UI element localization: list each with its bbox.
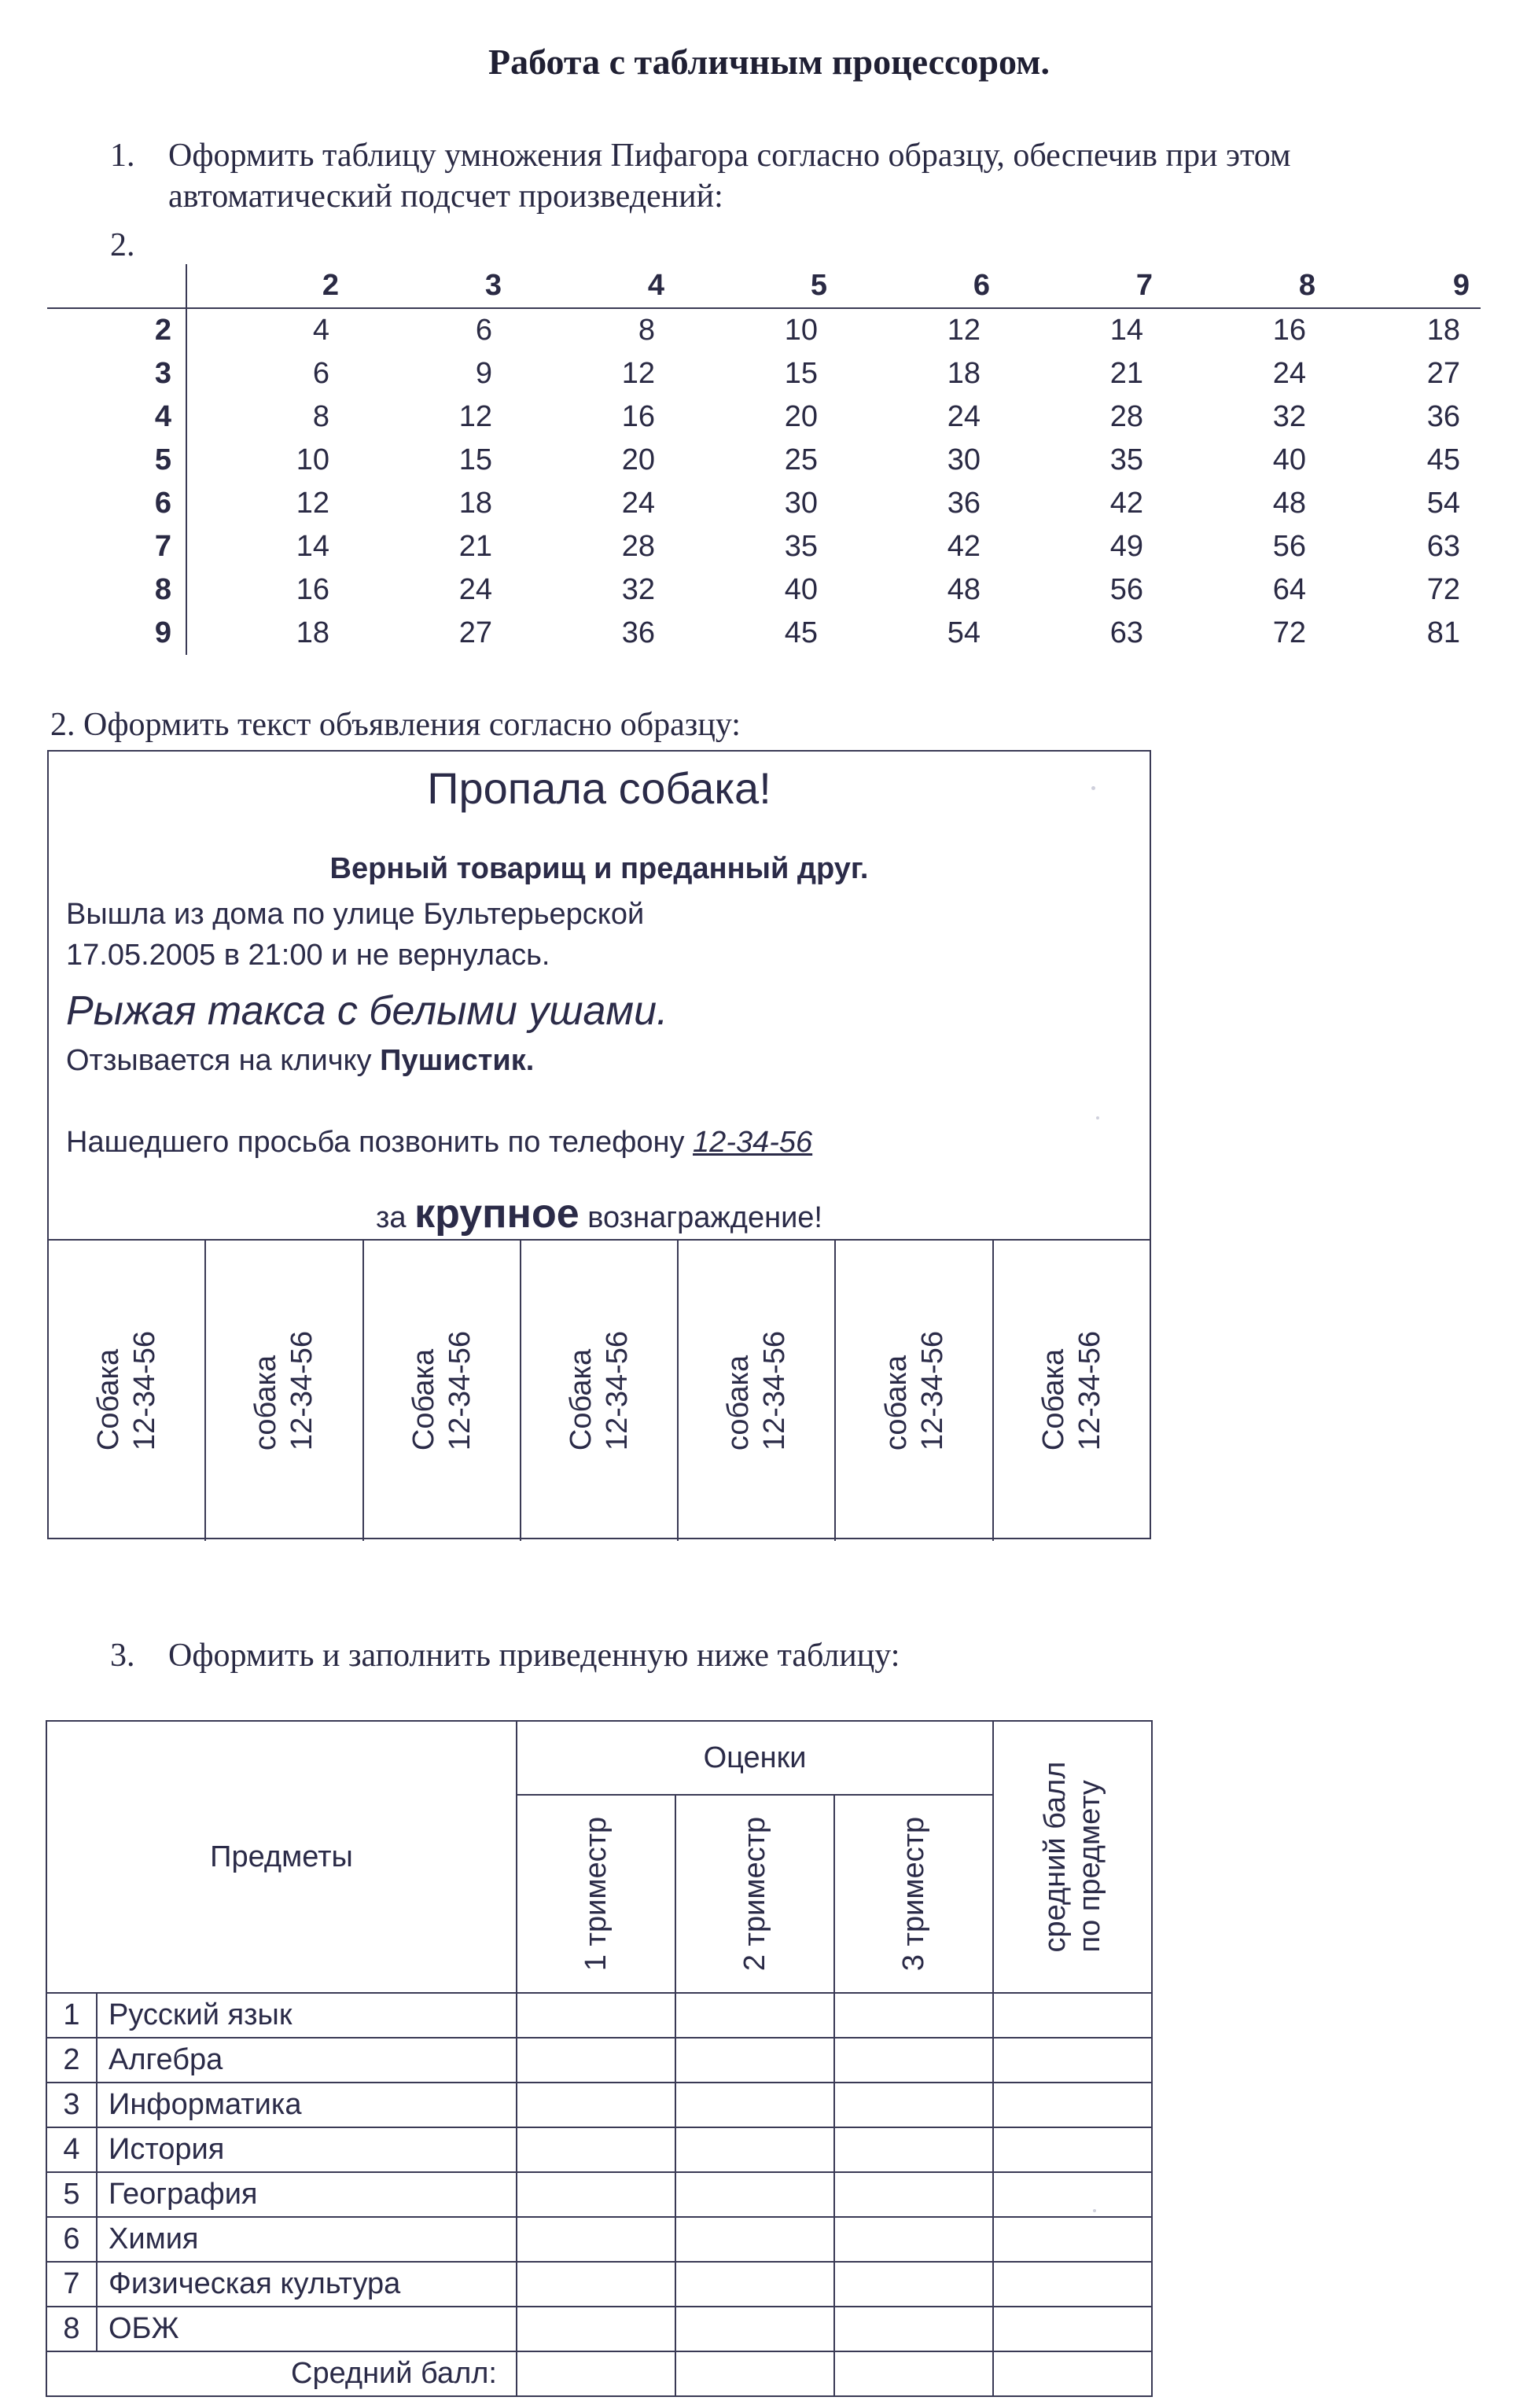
subject-number: 8 [46, 2307, 97, 2351]
tear-off-tab-text [1036, 1331, 1108, 1450]
mult-cell: 18 [296, 616, 329, 649]
page-title: Работа с табличным процессором. [488, 42, 1050, 82]
mult-cell: 12 [621, 357, 655, 390]
mult-cell: 27 [458, 616, 492, 649]
tear-off-tab-phone: 12-34-56 [128, 1330, 162, 1451]
mult-row [47, 308, 1481, 352]
mult-row-header: 4 [47, 395, 186, 439]
advert-text-1: Вышла из дома по улице Бультерьерской [66, 898, 645, 931]
table-row [46, 2127, 1152, 2172]
subject-number: 5 [46, 2172, 97, 2217]
grade-cell[interactable] [517, 2307, 675, 2351]
table-row [46, 2307, 1152, 2351]
avg-cell[interactable] [993, 2172, 1152, 2217]
tear-off-tab-phone: 12-34-56 [443, 1330, 476, 1451]
subject-number: 1 [46, 1993, 97, 2038]
mult-cell: 40 [1272, 443, 1306, 476]
grade-cell[interactable] [834, 2172, 993, 2217]
avg-header-line-2: по предмету [1073, 1780, 1106, 1953]
tear-off-tab-text [90, 1331, 163, 1450]
mult-cell: 48 [1272, 487, 1306, 520]
table-row [46, 2262, 1152, 2307]
advert-subtitle: Верный товарищ и преданный друг. [329, 852, 869, 885]
advert-tear-off-tabs [49, 1239, 1150, 1541]
footer-avg-cell[interactable] [993, 2351, 1152, 2396]
mult-cell: 18 [458, 487, 492, 520]
tear-off-tab [679, 1241, 836, 1541]
advert-nick-prefix: Отзывается на кличку [66, 1044, 381, 1077]
grade-cell[interactable] [517, 1993, 675, 2038]
subject-number: 3 [46, 2083, 97, 2127]
mult-cell: 28 [1109, 400, 1143, 433]
mult-cell: 32 [621, 573, 655, 606]
grade-cell[interactable] [675, 2083, 834, 2127]
mult-cell: 8 [312, 400, 329, 433]
grade-cell[interactable] [834, 2262, 993, 2307]
advert-description: Рыжая такса с белыми ушами. [66, 988, 668, 1034]
mult-cell: 54 [947, 616, 981, 649]
mult-col-header: 9 [1326, 264, 1481, 308]
mult-cell: 42 [947, 530, 981, 563]
subject-name: Физическая культура [97, 2262, 517, 2307]
mult-cell: 12 [458, 400, 492, 433]
tear-off-tab-word: собака [879, 1355, 913, 1451]
mult-cell: 14 [296, 530, 329, 563]
subject-number: 4 [46, 2127, 97, 2172]
mult-col-header: 8 [1164, 264, 1326, 308]
mult-col-header: 5 [675, 264, 838, 308]
mult-cell: 35 [784, 530, 818, 563]
mult-cell: 54 [1426, 487, 1460, 520]
tear-off-tab [206, 1241, 363, 1541]
scan-speck [1096, 1116, 1099, 1119]
tear-off-tab-word: Собака [564, 1348, 598, 1451]
mult-row-header: 3 [47, 352, 186, 395]
tear-off-tab-text [248, 1331, 320, 1450]
tear-off-tab-word: Собака [407, 1348, 440, 1451]
mult-cell: 16 [1272, 314, 1306, 347]
footer-label: Средний балл: [46, 2351, 517, 2396]
advert-nick: Пушистик. [380, 1044, 535, 1077]
avg-header-cell [993, 1721, 1152, 1993]
term-header-cell [834, 1795, 993, 1993]
task3-number: 3. [110, 1638, 135, 1674]
grade-cell[interactable] [834, 2217, 993, 2262]
tear-off-tab-phone: 12-34-56 [285, 1330, 319, 1451]
mult-cell: 72 [1426, 573, 1460, 606]
grades-header: Оценки [517, 1721, 993, 1795]
scan-speck [1091, 786, 1095, 790]
mult-cell: 63 [1109, 616, 1143, 649]
mult-cell: 12 [947, 314, 981, 347]
avg-cell[interactable] [993, 1993, 1152, 2038]
grade-cell[interactable] [834, 2307, 993, 2351]
mult-cell: 4 [312, 314, 329, 347]
mult-cell: 27 [1426, 357, 1460, 390]
grade-cell[interactable] [517, 2172, 675, 2217]
mult-col-header: 3 [350, 264, 513, 308]
grade-cell[interactable] [517, 2127, 675, 2172]
advert-phone-prefix: Нашедшего просьба позвонить по телефону [66, 1126, 694, 1159]
grade-cell[interactable] [675, 2127, 834, 2172]
mult-row [47, 525, 1481, 568]
tear-off-tab [994, 1241, 1150, 1541]
advert-text-2: 17.05.2005 в 21:00 и не вернулась. [66, 939, 550, 972]
table-row [46, 2217, 1152, 2262]
advert-reward-suffix: вознаграждение! [579, 1201, 822, 1234]
tear-off-tab [49, 1241, 206, 1541]
grade-cell[interactable] [517, 2217, 675, 2262]
mult-cell: 6 [475, 314, 492, 347]
tear-off-tab-word: Собака [92, 1348, 126, 1451]
tear-off-tab-word: собака [249, 1355, 283, 1451]
subject-name: Русский язык [97, 1993, 517, 2038]
mult-cell: 35 [1109, 443, 1143, 476]
tear-off-tab-phone: 12-34-56 [915, 1330, 949, 1451]
mult-cell: 81 [1426, 616, 1460, 649]
mult-cell: 8 [638, 314, 655, 347]
term-header-1: 1 триместр [580, 1816, 613, 1972]
task2-text: 2. Оформить текст объявления согласно образцу: [50, 707, 741, 743]
advert-title: Пропала собака! [427, 763, 771, 813]
mult-cell: 20 [784, 400, 818, 433]
mult-cell: 18 [947, 357, 981, 390]
mult-cell: 36 [947, 487, 981, 520]
term-header-3: 3 триместр [897, 1816, 930, 1972]
tear-off-tab-phone: 12-34-56 [600, 1330, 634, 1451]
mult-cell: 16 [296, 573, 329, 606]
mult-cell: 18 [1426, 314, 1460, 347]
mult-row [47, 482, 1481, 525]
subject-name: Информатика [97, 2083, 517, 2127]
mult-row [47, 612, 1481, 655]
subjects-header: Предметы [46, 1721, 517, 1993]
subject-number: 2 [46, 2038, 97, 2083]
avg-cell[interactable] [993, 2307, 1152, 2351]
task1-line2: автоматический подсчет произведений: [168, 178, 723, 215]
tear-off-tab-phone: 12-34-56 [1073, 1330, 1106, 1451]
mult-row [47, 568, 1481, 612]
mult-cell: 25 [784, 443, 818, 476]
grade-cell[interactable] [675, 2217, 834, 2262]
mult-cell: 45 [784, 616, 818, 649]
mult-cell: 48 [947, 573, 981, 606]
mult-cell: 24 [947, 400, 981, 433]
mult-cell: 45 [1426, 443, 1460, 476]
table-row [46, 1993, 1152, 2038]
subject-name: География [97, 2172, 517, 2217]
mult-col-header: 6 [838, 264, 1001, 308]
tear-off-tab [521, 1241, 679, 1541]
avg-cell[interactable] [993, 2038, 1152, 2083]
mult-cell: 10 [784, 314, 818, 347]
grade-cell[interactable] [675, 2307, 834, 2351]
mult-cell: 20 [621, 443, 655, 476]
mult-cell: 24 [458, 573, 492, 606]
mult-row [47, 395, 1481, 439]
task1-extra-number: 2. [110, 227, 135, 263]
multiplication-table [47, 264, 1481, 655]
mult-cell: 16 [621, 400, 655, 433]
mult-corner [47, 264, 186, 308]
mult-row-header: 8 [47, 568, 186, 612]
subject-number: 7 [46, 2262, 97, 2307]
tear-off-tab-word: собака [722, 1355, 756, 1451]
mult-row-header: 7 [47, 525, 186, 568]
subject-number: 6 [46, 2217, 97, 2262]
footer-avg-cell[interactable] [517, 2351, 675, 2396]
subject-name: Алгебра [97, 2038, 517, 2083]
grades-table [46, 1720, 1153, 2397]
mult-cell: 10 [296, 443, 329, 476]
term-header-cell [675, 1795, 834, 1993]
table-row [46, 2038, 1152, 2083]
table-row [46, 2172, 1152, 2217]
mult-row-header: 9 [47, 612, 186, 655]
grade-cell[interactable] [834, 2127, 993, 2172]
advert-box [47, 750, 1151, 1539]
avg-header [1038, 1762, 1107, 1953]
mult-row-header: 6 [47, 482, 186, 525]
mult-cell: 56 [1109, 573, 1143, 606]
term-header-2: 2 триместр [738, 1816, 771, 1972]
mult-cell: 36 [1426, 400, 1460, 433]
mult-col-header: 7 [1001, 264, 1164, 308]
advert-reward-big: крупное [414, 1191, 580, 1237]
task3-text: Оформить и заполнить приведенную ниже таблицу: [168, 1638, 900, 1674]
tear-off-tab-text [878, 1331, 951, 1450]
grade-cell[interactable] [517, 2038, 675, 2083]
tear-off-tab-text [406, 1331, 478, 1450]
mult-cell: 42 [1109, 487, 1143, 520]
grade-cell[interactable] [675, 2262, 834, 2307]
mult-cell: 64 [1272, 573, 1306, 606]
footer-avg-cell[interactable] [675, 2351, 834, 2396]
subject-name: Химия [97, 2217, 517, 2262]
mult-cell: 32 [1272, 400, 1306, 433]
subject-name: История [97, 2127, 517, 2172]
tear-off-tab-text [563, 1331, 635, 1450]
mult-cell: 63 [1426, 530, 1460, 563]
advert-phone-line [66, 1126, 812, 1160]
advert-nick-line [66, 1044, 534, 1078]
mult-row [47, 439, 1481, 482]
avg-cell[interactable] [993, 2217, 1152, 2262]
scan-speck [1093, 2209, 1096, 2212]
mult-cell: 36 [621, 616, 655, 649]
tear-off-tab [364, 1241, 521, 1541]
avg-cell[interactable] [993, 2083, 1152, 2127]
mult-cell: 15 [458, 443, 492, 476]
mult-cell: 15 [784, 357, 818, 390]
mult-cell: 56 [1272, 530, 1306, 563]
mult-cell: 49 [1109, 530, 1143, 563]
grade-cell[interactable] [834, 2083, 993, 2127]
mult-cell: 28 [621, 530, 655, 563]
mult-row-header: 2 [47, 308, 186, 352]
mult-cell: 72 [1272, 616, 1306, 649]
mult-cell: 6 [312, 357, 329, 390]
grade-cell[interactable] [675, 1993, 834, 2038]
grade-cell[interactable] [834, 1993, 993, 2038]
grade-cell[interactable] [675, 2038, 834, 2083]
footer-avg-cell[interactable] [834, 2351, 993, 2396]
mult-cell: 40 [784, 573, 818, 606]
task1-number: 1. [110, 138, 135, 174]
tear-off-tab-word: Собака [1036, 1348, 1070, 1451]
mult-cell: 21 [458, 530, 492, 563]
mult-cell: 30 [784, 487, 818, 520]
tear-off-tab [836, 1241, 993, 1541]
mult-cell: 30 [947, 443, 981, 476]
grade-cell[interactable] [517, 2083, 675, 2127]
mult-col-header: 2 [186, 264, 350, 308]
mult-cell: 14 [1109, 314, 1143, 347]
tear-off-tab-phone: 12-34-56 [758, 1330, 792, 1451]
grade-cell[interactable] [517, 2262, 675, 2307]
mult-row [47, 352, 1481, 395]
avg-cell[interactable] [993, 2127, 1152, 2172]
term-header-cell [517, 1795, 675, 1993]
mult-col-header: 4 [513, 264, 675, 308]
task1-line1: Оформить таблицу умножения Пифагора согласно образцу, обеспечив при этом [168, 138, 1291, 174]
advert-reward-line [49, 1190, 1150, 1237]
mult-cell: 24 [621, 487, 655, 520]
avg-cell[interactable] [993, 2262, 1152, 2307]
mult-cell: 21 [1109, 357, 1143, 390]
mult-cell: 12 [296, 487, 329, 520]
advert-phone: 12-34-56 [693, 1126, 813, 1159]
mult-cell: 24 [1272, 357, 1306, 390]
grade-cell[interactable] [675, 2172, 834, 2217]
mult-row-header: 5 [47, 439, 186, 482]
mult-header-row [47, 264, 1481, 308]
table-row [46, 2083, 1152, 2127]
advert-reward-prefix: за [376, 1201, 415, 1234]
footer-row [46, 2351, 1152, 2396]
mult-cell: 9 [475, 357, 492, 390]
tear-off-tab-text [720, 1331, 793, 1450]
subject-name: ОБЖ [97, 2307, 517, 2351]
grade-cell[interactable] [834, 2038, 993, 2083]
avg-header-line-1: средний балл [1039, 1761, 1072, 1953]
